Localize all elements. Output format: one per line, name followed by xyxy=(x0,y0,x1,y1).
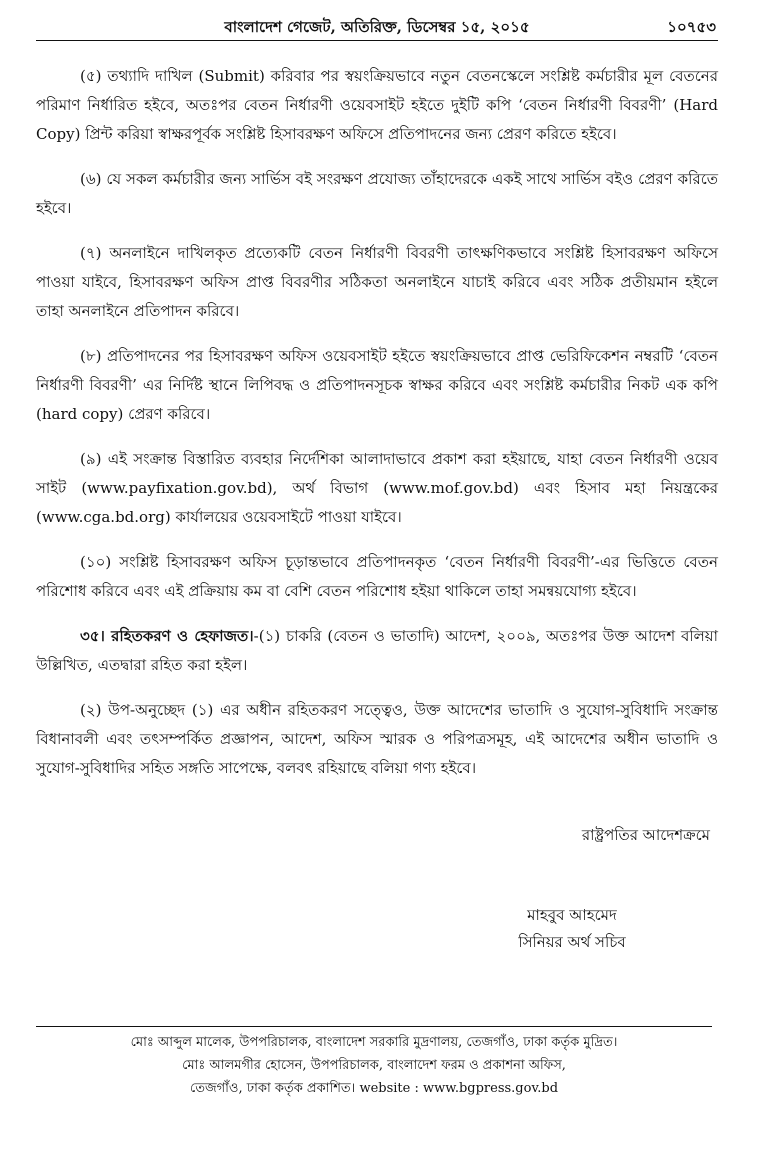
signatory-block xyxy=(452,902,692,956)
section-35-heading: ৩৫। রহিতকরণ ও হেফাজত। xyxy=(80,627,254,645)
signatory-designation: সিনিয়র অর্থ সচিব xyxy=(518,933,626,951)
paragraph-8: (৮) প্রতিপাদনের পর হিসাবরক্ষণ অফিস ওয়েবসাইট হইতে স্বয়ংক্রিয়ভাবে প্রাপ্ত ভেরিফিকেশন নম্বরটি ‘বেতন নির্ধারণী বিবরণী’ এর নির্দিষ্ট স্থানে লিপিবদ্ধ ও প্রতিপাদনসূচক স্বাক্ষর করিবে এবং সংশ্লিষ্ট কর্মচারীর নিকট এক কপি (hard copy) প্রেরণ করিবে। xyxy=(36,347,718,423)
page-header xyxy=(36,12,718,41)
footer-publisher-line: মোঃ আলমগীর হোসেন, উপপরিচালক, বাংলাদেশ ফরম ও প্রকাশনা অফিস, xyxy=(182,1058,566,1073)
section-35-subsection-2: (২) উপ-অনুচ্ছেদ (১) এর অধীন রহিতকরণ সত্ত্বেও, উক্ত আদেশের ভাতাদি ও সুযোগ-সুবিধাদি সংক্রান্ত বিধানাবলী এবং তৎসম্পর্কিত প্রজ্ঞাপন, আদেশ, অফিস স্মারক ও পরিপত্রসমূহ, এই আদেশের অধীন ভাতাদি ও সুযোগ-সুবিধাদির সহিত সঙ্গতি সাপেক্ষে, বলবৎ রহিয়াছে বলিয়া গণ্য হইবে। xyxy=(36,701,718,777)
paragraph-9: (৯) এই সংক্রান্ত বিস্তারিত ব্যবহার নির্দেশিকা আলাদাভাবে প্রকাশ করা হইয়াছে, যাহা বেতন নির্ধারণী ওয়েব সাইট (www.payfixation.gov.bd), অর্থ বিভাগ (www.mof.gov.bd) এবং হিসাব মহা নিয়ন্ত্রকের (www.cga.bd.org) কার্যালয়ের ওয়েবসাইটে পাওয়া যাইবে। xyxy=(36,450,718,526)
paragraph-7: (৭) অনলাইনে দাখিলকৃত প্রত্যেকটি বেতন নির্ধারণী বিবরণী তাৎক্ষণিকভাবে সংশ্লিষ্ট হিসাবরক্ষণ অফিসে পাওয়া যাইবে, হিসাবরক্ষণ অফিস প্রাপ্ত বিবরণীর সঠিকতা অনলাইনে যাচাই করিবে এবং সঠিক প্রতীয়মান হইলে তাহা অনলাইনে প্রতিপাদন করিবে। xyxy=(36,244,718,320)
page-number: ১০৭৫৩ xyxy=(667,18,716,36)
footer-printer-line: মোঃ আব্দুল মালেক, উপপরিচালক, বাংলাদেশ সরকারি মুদ্রণালয়, তেজগাঁও, ঢাকা কর্তৃক মুদ্রিত। xyxy=(130,1035,618,1050)
signatory-name: মাহবুব আহমেদ xyxy=(527,906,617,924)
paragraph-5: (৫) তথ্যাদি দাখিল (Submit) করিবার পর স্বয়ংক্রিয়ভাবে নতুন বেতনস্কেলে সংশ্লিষ্ট কর্মচারীর মূল বেতনের পরিমাণ নির্ধারিত হইবে, অতঃপর বেতন নির্ধারণী ওয়েবসাইট হইতে দুইটি কপি ‘বেতন নির্ধারণী বিবরণী’ (Hard Copy) প্রিন্ট করিয়া স্বাক্ষরপূর্বক সংশ্লিষ্ট হিসাবরক্ষণ অফিসে প্রতিপাদনের জন্য প্রেরণ করিতে হইবে। xyxy=(36,67,718,143)
paragraph-10: (১০) সংশ্লিষ্ট হিসাবরক্ষণ অফিস চূড়ান্তভাবে প্রতিপাদনকৃত ‘বেতন নির্ধারণী বিবরণী’-এর ভিত্তিতে বেতন পরিশোধ করিবে এবং এই প্রক্রিয়ায় কম বা বেশি বেতন পরিশোধ হইয়া থাকিলে তাহা সমন্বয়যোগ্য হইবে। xyxy=(36,553,718,600)
page-footer xyxy=(36,1026,712,1100)
section-35-text: -(১) চাকরি (বেতন ও ভাতাদি) আদেশ, ২০০৯, অতঃপর উক্ত আদেশ বলিয়া উল্লিখিত, এতদ্বারা রহিত করা হইল। xyxy=(36,627,718,674)
document-body xyxy=(36,62,718,799)
signature-order: রাষ্ট্রপতির আদেশক্রমে xyxy=(581,826,710,844)
section-35-paragraph xyxy=(36,622,718,680)
gazette-title: বাংলাদেশ গেজেট, অতিরিক্ত, ডিসেম্বর ১৫, ২০১৫ xyxy=(224,18,530,36)
footer-website-line: তেজগাঁও, ঢাকা কর্তৃক প্রকাশিত। website : www.bgpress.gov.bd xyxy=(189,1081,559,1096)
paragraph-6: (৬) যে সকল কর্মচারীর জন্য সার্ভিস বই সংরক্ষণ প্রযোজ্য তাঁহাদেরকে একই সাথে সার্ভিস বইও প্রেরণ করিতে হইবে। xyxy=(36,170,718,217)
